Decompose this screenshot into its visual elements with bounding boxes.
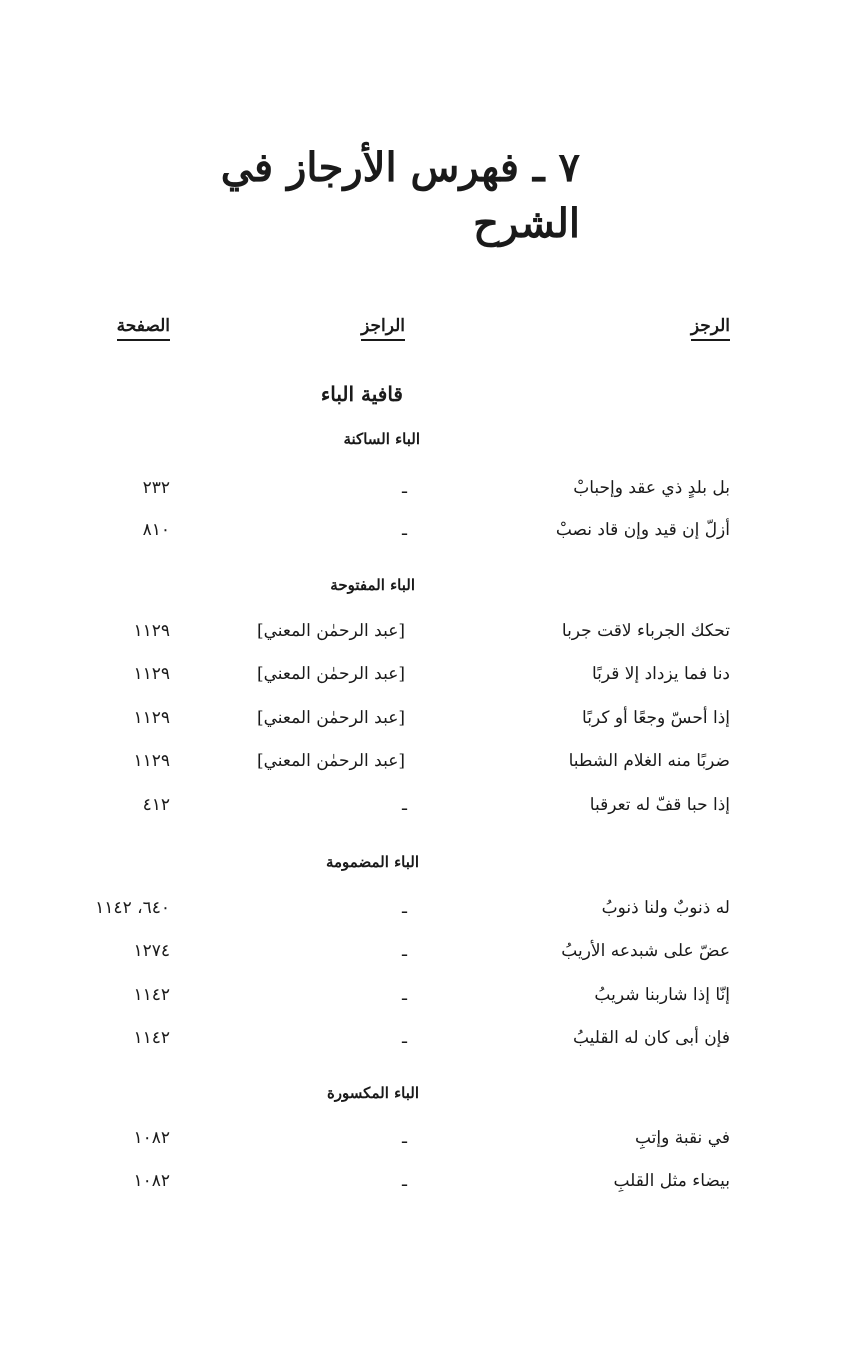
poet-cell: ـ	[402, 985, 407, 1005]
page-cell: ١١٤٢	[133, 985, 170, 1005]
table-row	[0, 1023, 855, 1053]
page-cell: ١٢٧٤	[133, 941, 170, 961]
poet-cell: [عبد الرحمٰن المعني]	[256, 664, 405, 684]
page-cell: ٤١٢	[142, 795, 170, 815]
page-cell: ٦٤٠، ١١٤٢	[95, 898, 170, 918]
table-row	[0, 473, 855, 503]
verse-cell: أزلّ إن قيد وإن قاد نصبْ	[555, 520, 730, 540]
table-row	[0, 746, 855, 776]
page-cell: ١١٢٩	[133, 664, 170, 684]
subsection-title: الباء المكسورة	[326, 1084, 419, 1102]
poet-cell: ـ	[402, 941, 407, 961]
verse-cell: ضربًا منه الغلام الشطبا	[568, 751, 730, 771]
subsection-title: الباء المضمومة	[325, 853, 419, 871]
verse-cell: بل بلدٍ ذي عقد وإحبابْ	[573, 478, 730, 498]
table-row	[0, 703, 855, 733]
page-cell: ١١٢٩	[133, 751, 170, 771]
page-cell: ١٠٨٢	[133, 1128, 170, 1148]
verse-cell: له ذنوبٌ ولنا ذنوبُ	[601, 898, 730, 918]
header-verse: الرجز	[470, 316, 730, 336]
subsection-title: الباء الساكنة	[343, 430, 420, 448]
poet-cell: ـ	[402, 795, 407, 815]
page-title: ٧ ـ فهرس الأرجاز في الشرح	[220, 144, 580, 247]
poet-cell: [عبد الرحمٰن المعني]	[256, 751, 405, 771]
section-title: قافية الباء	[320, 382, 403, 406]
page-cell: ١١٢٩	[133, 708, 170, 728]
verse-cell: دنا فما يزداد إلا قربًا	[591, 664, 730, 684]
page-cell: ٨١٠	[142, 520, 170, 540]
header-page: الصفحة	[40, 316, 170, 336]
poet-cell: [عبد الرحمٰن المعني]	[256, 621, 405, 641]
poet-cell: ـ	[402, 1128, 407, 1148]
header-poet: الراجز	[205, 316, 405, 336]
table-row	[0, 936, 855, 966]
poet-cell: ـ	[402, 1028, 407, 1048]
table-row	[0, 1166, 855, 1196]
page-cell: ١٠٨٢	[133, 1171, 170, 1191]
table-row	[0, 659, 855, 689]
poet-cell: [عبد الرحمٰن المعني]	[256, 708, 405, 728]
verse-cell: في نقبة وإتبِ	[634, 1128, 730, 1148]
verse-cell: عضّ على شبدعه الأريبُ	[561, 941, 730, 961]
subsection-title: الباء المفتوحة	[330, 576, 415, 594]
verse-cell: تحكك الجرباء لاقت جربا	[561, 621, 730, 641]
table-row	[0, 893, 855, 923]
poet-cell: ـ	[402, 898, 407, 918]
table-row	[0, 616, 855, 646]
table-row	[0, 980, 855, 1010]
verse-cell: إنّا إذا شاربنا شريبُ	[594, 985, 730, 1005]
page-cell: ١١٢٩	[133, 621, 170, 641]
poet-cell: ـ	[402, 1171, 407, 1191]
verse-cell: بيضاء مثل القلبِ	[613, 1171, 730, 1191]
table-row	[0, 515, 855, 545]
page-cell: ٢٣٢	[142, 478, 170, 498]
verse-cell: فإن أبى كان له القليبُ	[572, 1028, 730, 1048]
table-row	[0, 790, 855, 820]
poet-cell: ـ	[402, 520, 407, 540]
verse-cell: إذا حبا قفّ له تعرقبا	[589, 795, 730, 815]
verse-cell: إذا أحسّ وجعًا أو كربًا	[582, 708, 730, 728]
page-cell: ١١٤٢	[133, 1028, 170, 1048]
poet-cell: ـ	[402, 478, 407, 498]
table-row	[0, 1123, 855, 1153]
column-headers	[0, 316, 855, 352]
